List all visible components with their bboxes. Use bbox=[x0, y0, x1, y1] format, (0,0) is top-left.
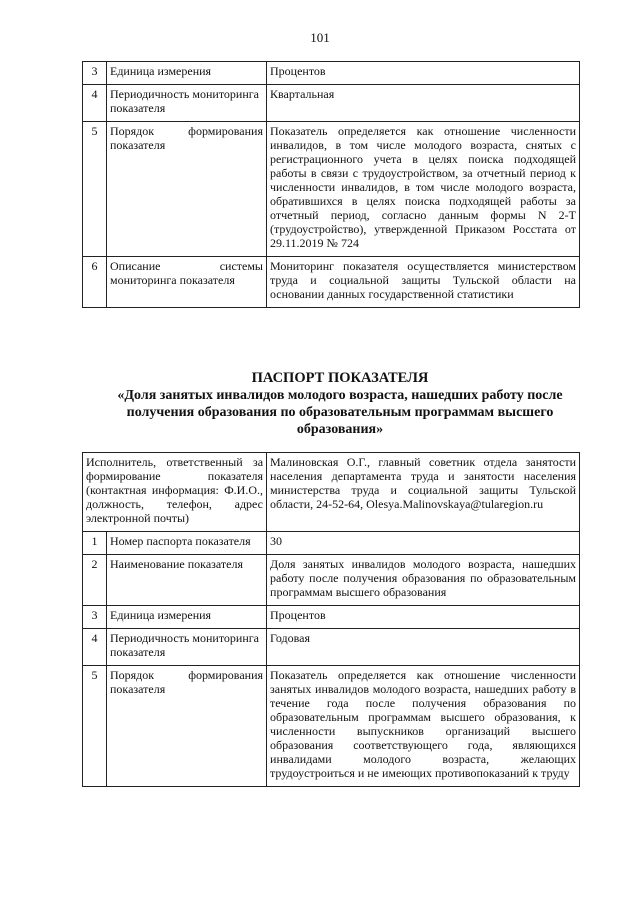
row-label: Периодичность мониторинга показателя bbox=[107, 85, 267, 122]
row-label: Единица измерения bbox=[107, 606, 267, 629]
row-number: 3 bbox=[83, 606, 107, 629]
row-label: Наименование показателя bbox=[107, 555, 267, 606]
row-value: Мониторинг показателя осуществляется министерством труда и социальной защиты Тульской области на основании данных государственной статистики bbox=[267, 257, 580, 308]
row-label: Периодичность мониторинга показателя bbox=[107, 629, 267, 666]
executor-value: Малиновская О.Г., главный советник отдела занятости населения департамента труда и занятости населения министерства труда и социальной защиты Тульской области, 24-52-64, Olesya.Malinovskaya@tularegion.ru bbox=[267, 453, 580, 532]
table-row bbox=[83, 62, 580, 85]
row-number: 3 bbox=[83, 62, 107, 85]
row-number: 5 bbox=[83, 122, 107, 257]
table-row bbox=[83, 453, 580, 532]
row-label: Единица измерения bbox=[107, 62, 267, 85]
row-number: 5 bbox=[83, 666, 107, 787]
table-row bbox=[83, 629, 580, 666]
row-value: Квартальная bbox=[267, 85, 580, 122]
row-number: 2 bbox=[83, 555, 107, 606]
executor-label: Исполнитель, ответственный за формирование показателя (контактная информация: Ф.И.О., должность, телефон, адрес электронной почты) bbox=[83, 453, 267, 532]
row-label: Номер паспорта показателя bbox=[107, 532, 267, 555]
row-value: Годовая bbox=[267, 629, 580, 666]
passport-table bbox=[82, 452, 580, 787]
row-value: Процентов bbox=[267, 62, 580, 85]
row-number: 4 bbox=[83, 629, 107, 666]
indicator-table-continued bbox=[82, 61, 580, 308]
passport-heading bbox=[100, 370, 580, 438]
row-value: 30 bbox=[267, 532, 580, 555]
row-number: 1 bbox=[83, 532, 107, 555]
table-row bbox=[83, 606, 580, 629]
passport-subtitle: «Доля занятых инвалидов молодого возраста, нашедших работу после получения образования по образовательным программам высшего образования» bbox=[117, 388, 563, 437]
row-value: Показатель определяется как отношение численности занятых инвалидов молодого возраста, нашедших работу в течение года после получения образования по образовательным программам высшего образования, к численности выпускников организаций высшего образования соответствующего года, являющихся инвалидами молодого возраста, желающих трудоустроиться и не имеющих противопоказаний к труду bbox=[267, 666, 580, 787]
table-row bbox=[83, 257, 580, 308]
table-row bbox=[83, 85, 580, 122]
row-label: Порядок формирования показателя bbox=[107, 666, 267, 787]
page-number: 101 bbox=[310, 30, 330, 45]
row-value: Показатель определяется как отношение численности инвалидов, в том числе молодого возраста, снятых с регистрационного учета в целях поиска подходящей работы в связи с трудоустройством, за отчетный период к численности инвалидов, в том числе молодого возраста, обратившихся в целях поиска подходящей работы за отчетный период, согласно данным формы N 2-Т (трудоустройство), утвержденной Приказом Росстата от 29.11.2019 № 724 bbox=[267, 122, 580, 257]
row-label: Описание системы мониторинга показателя bbox=[107, 257, 267, 308]
row-number: 6 bbox=[83, 257, 107, 308]
row-number: 4 bbox=[83, 85, 107, 122]
row-label: Порядок формирования показателя bbox=[107, 122, 267, 257]
table-row bbox=[83, 532, 580, 555]
table-row bbox=[83, 122, 580, 257]
row-value: Процентов bbox=[267, 606, 580, 629]
passport-title: ПАСПОРТ ПОКАЗАТЕЛЯ bbox=[251, 370, 429, 386]
table-row bbox=[83, 666, 580, 787]
table-row bbox=[83, 555, 580, 606]
row-value: Доля занятых инвалидов молодого возраста, нашедших работу после получения образования по образовательным программам высшего образования bbox=[267, 555, 580, 606]
